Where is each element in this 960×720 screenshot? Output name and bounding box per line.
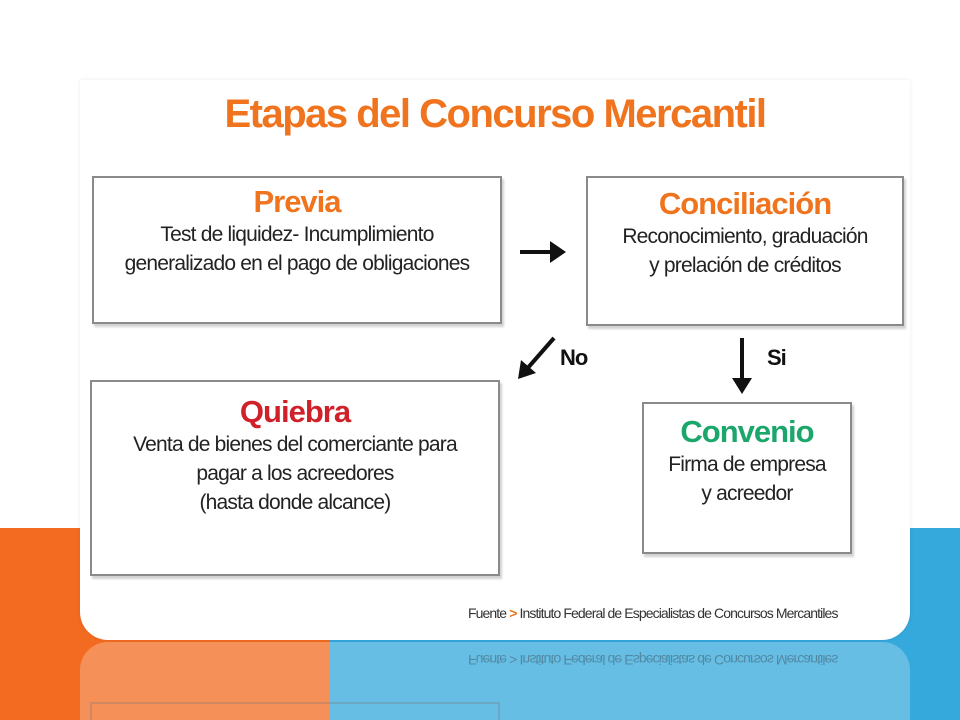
card-reflection [80,642,910,720]
stage-previa-line2: generalizado en el pago de obligaciones [124,252,470,275]
stage-quiebra-heading: Quiebra [239,394,351,429]
source-marker-icon: > [509,605,517,621]
stage-conciliacion-line2: y prelación de créditos [649,254,841,277]
stage-convenio-line1: Firma de empresa [668,453,826,476]
stage-previa-line1: Test de liquidez- Incumplimiento [160,223,434,246]
stage-quiebra-line1: Venta de bienes del comerciante para [133,433,457,456]
stage-convenio-heading: Convenio [680,414,814,449]
edge-label-no: No [560,345,588,370]
source-label: Fuente [468,605,507,621]
reflection-source-text: Fuente > Instituto Federal de Especialistas de Concursos Mercantiles [468,652,838,668]
arrow-down-icon [732,338,752,394]
source-text: Instituto Federal de Especialistas de Concursos Mercantiles [519,605,838,621]
source-caption [468,605,838,621]
stage-conciliacion-line1: Reconocimiento, graduación [622,225,868,248]
stage-previa-heading: Previa [253,184,341,219]
stage-quiebra-line3: (hasta donde alcance) [199,491,391,514]
arrow-down-left-icon [518,338,554,379]
arrow-right-icon [520,241,566,263]
reflection-box [90,702,500,720]
diagram-title: Etapas del Concurso Mercantil [224,92,766,136]
stage-convenio-line2: y acreedor [701,482,793,505]
stage-conciliacion-heading: Conciliación [658,186,832,221]
edge-label-si: Si [767,345,786,370]
stage-quiebra-line2: pagar a los acreedores [196,462,394,485]
diagram-card [80,80,910,640]
